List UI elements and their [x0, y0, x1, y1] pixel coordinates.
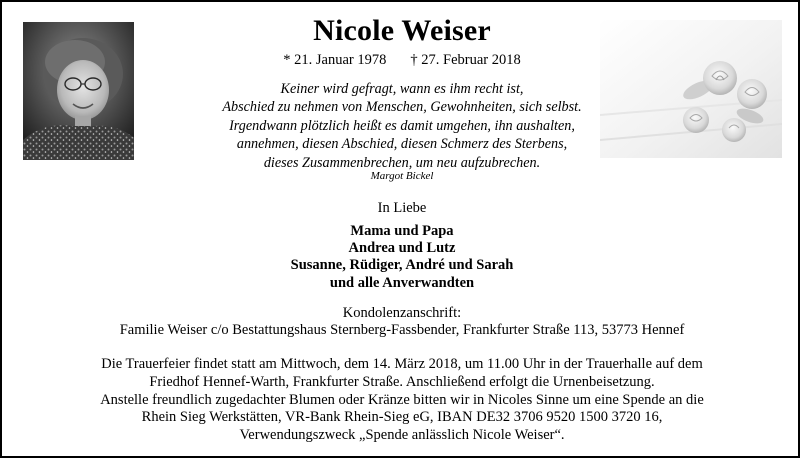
details-line: Die Trauerfeier findet statt am Mittwoch, dem 14. März 2018, um 11.00 Uhr in der Trauerhalle auf dem [101, 356, 703, 372]
mourner-name: Andrea und Lutz [348, 240, 456, 257]
mourner-name: Susanne, Rüdiger, André und Sarah [290, 257, 514, 274]
funeral-details [2, 356, 800, 445]
mourners-list [2, 223, 800, 292]
condolence-address: Familie Weiser c/o Bestattungshaus Sternberg-Fassbender, Frankfurter Straße 113, 53773 Hennef [119, 322, 685, 338]
poem-line: annehmen, diesen Abschied, diesen Schmerz des Sterbens, [236, 136, 568, 153]
death-date: † 27. Februar 2018 [410, 52, 521, 68]
details-line: Rhein Sieg Werkstätten, VR-Bank Rhein-Sieg eG, IBAN DE32 3706 9520 1500 3720 16, [141, 409, 663, 426]
poem-line: Abschied zu nehmen von Menschen, Gewohnheiten, sich selbst. [222, 99, 582, 116]
poem-line: Irgendwann plötzlich heißt es damit umgehen, ihn aushalten, [229, 117, 575, 134]
mourner-name: Mama und Papa [350, 223, 454, 239]
details-line: Anstelle freundlich zugedachter Blumen oder Kränze bitten wir in Nicoles Sinne um eine Spende an die [100, 391, 704, 408]
life-dates [2, 51, 800, 69]
details-line: Friedhof Hennef-Warth, Frankfurter Straße. Anschließend erfolgt die Urnenbeisetzung. [149, 373, 655, 390]
mourner-name: und alle Anverwandten [329, 274, 475, 291]
poem-author: Margot Bickel [370, 170, 434, 182]
details-line: Verwendungszweck „Spende anlässlich Nicole Weiser“. [239, 427, 565, 444]
condolence-label: Kondolenzanschrift: [342, 305, 462, 321]
mourners-intro: In Liebe [377, 200, 427, 216]
poem-line: Keiner wird gefragt, wann es ihm recht ist, [280, 81, 524, 97]
birth-date: * 21. Januar 1978 [283, 52, 387, 68]
deceased-name: Nicole Weiser [313, 14, 491, 47]
poem [2, 80, 800, 172]
poem-line: dieses Zusammenbrechen, um neu aufzubrechen. [263, 154, 541, 171]
